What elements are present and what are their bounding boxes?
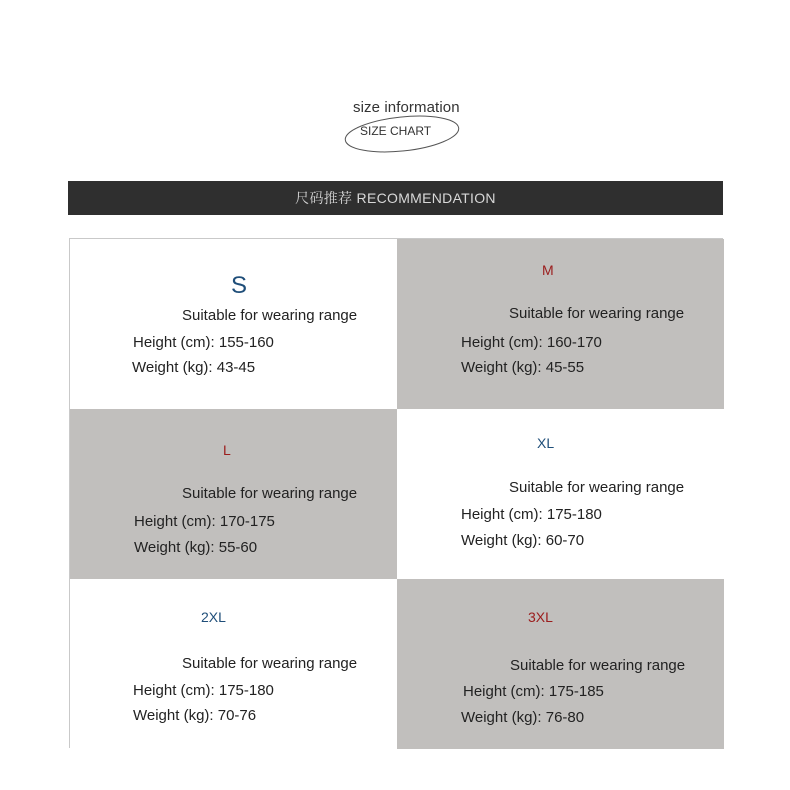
height-range: Height (cm): 155-160 xyxy=(133,334,274,351)
recommendation-banner xyxy=(68,181,723,215)
size-label: L xyxy=(223,442,231,458)
height-range: Height (cm): 175-180 xyxy=(461,506,602,523)
weight-range: Weight (kg): 76-80 xyxy=(461,709,585,726)
size-card-s xyxy=(70,239,397,409)
height-range: Height (cm): 175-185 xyxy=(463,683,604,700)
wearing-range-label: Suitable for wearing range xyxy=(509,305,685,322)
height-range: Height (cm): 160-170 xyxy=(461,334,602,351)
height-range: Height (cm): 170-175 xyxy=(134,513,275,530)
size-card-xl xyxy=(397,409,724,579)
size-grid xyxy=(69,238,723,748)
weight-range: Weight (kg): 45-55 xyxy=(461,359,585,376)
size-card-l xyxy=(70,409,397,579)
size-card-3xl xyxy=(397,579,724,749)
wearing-range-label: Suitable for wearing range xyxy=(182,307,358,324)
recommendation-banner-text: 尺码推荐 RECOMMENDATION xyxy=(295,190,496,206)
size-label: XL xyxy=(537,435,555,451)
wearing-range-label: Suitable for wearing range xyxy=(182,485,358,502)
wearing-range-label: Suitable for wearing range xyxy=(509,479,685,496)
weight-range: Weight (kg): 70-76 xyxy=(133,707,257,724)
weight-range: Weight (kg): 60-70 xyxy=(461,532,585,549)
size-label: 2XL xyxy=(201,609,226,625)
size-card-2xl xyxy=(70,579,397,749)
wearing-range-label: Suitable for wearing range xyxy=(510,657,686,674)
size-information-title: size information xyxy=(353,99,460,116)
size-label: 3XL xyxy=(528,609,553,625)
wearing-range-label: Suitable for wearing range xyxy=(182,655,358,672)
weight-range: Weight (kg): 43-45 xyxy=(132,359,256,376)
size-chart-header xyxy=(0,0,790,170)
size-card-m xyxy=(397,239,724,409)
size-chart-subtitle: SIZE CHART xyxy=(360,124,432,138)
height-range: Height (cm): 175-180 xyxy=(133,682,274,699)
size-label: M xyxy=(542,262,554,278)
size-label: S xyxy=(231,272,248,299)
weight-range: Weight (kg): 55-60 xyxy=(134,539,258,556)
